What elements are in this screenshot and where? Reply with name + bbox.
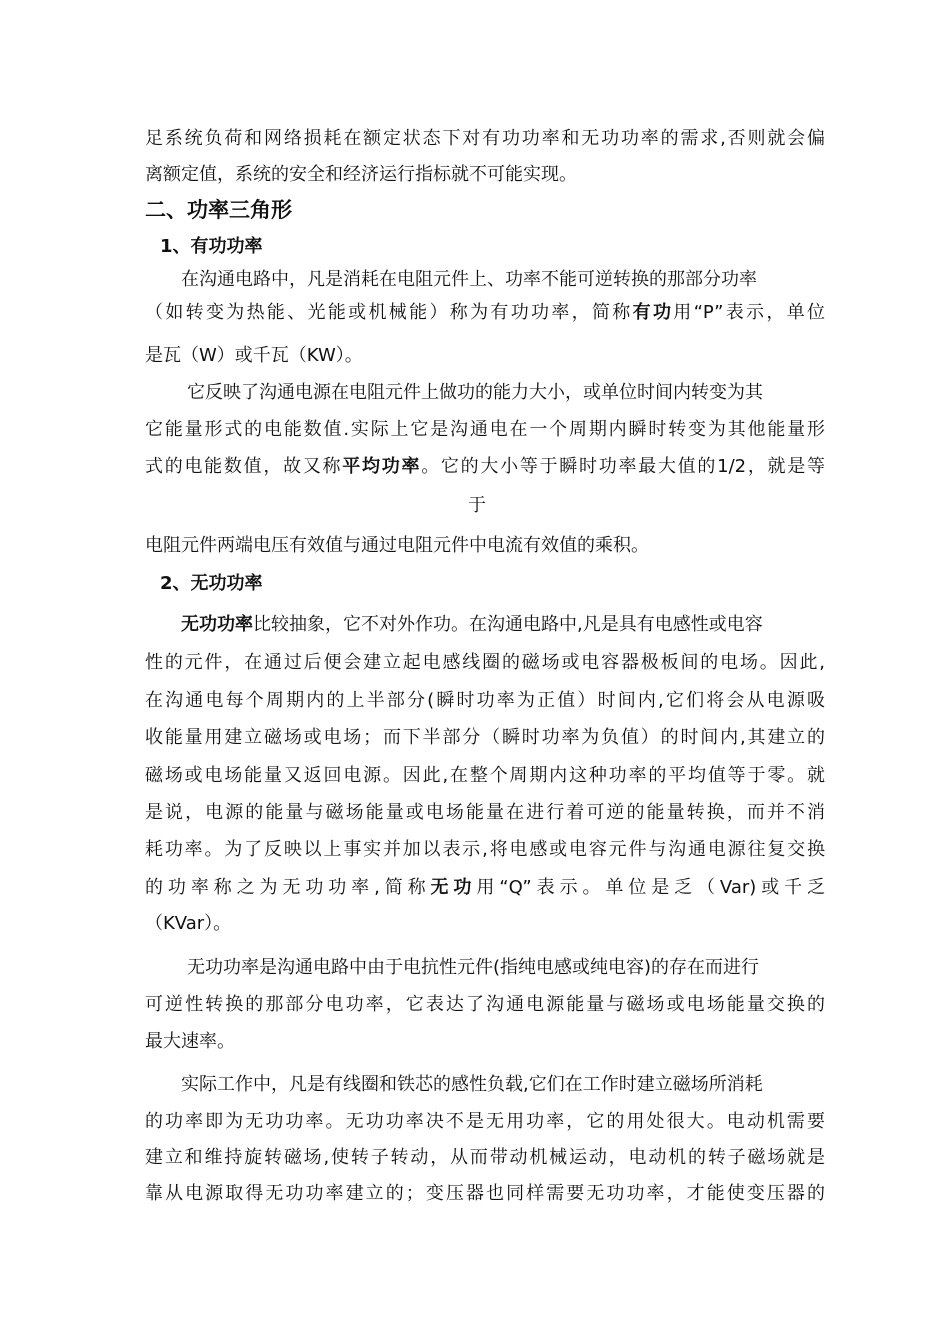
text-line: 于 xyxy=(468,495,486,516)
text-line: 电阻元件两端电压有效值与通过电阻元件中电流有效值的乘积。 xyxy=(145,535,649,556)
subsection-heading: 1、有功功率 xyxy=(160,236,263,257)
text-line: 建立和维持旋转磁场,使转子转动，从而带动机械运动，电动机的转子磁场就是 xyxy=(145,1147,825,1168)
text-line: 在沟通电每个周期内的上半部分(瞬时功率为正值）时间内,它们将会从电源吸 xyxy=(145,690,825,711)
text-line: （如转变为热能、光能或机械能）称为有功功率，简称有功用“P”表示，单位 xyxy=(145,302,826,323)
text-line: 性的元件，在通过后便会建立起电感线圈的磁场或电容器极板间的电场。因此, xyxy=(145,652,825,673)
text-line: 在沟通电路中，凡是消耗在电阻元件上、功率不能可逆转换的那部分功率 xyxy=(181,269,757,290)
text-line: 足系统负荷和网络损耗在额定状态下对有功功率和无功功率的需求,否则就会偏 xyxy=(145,128,825,149)
text-line: （KVar）。 xyxy=(145,913,232,934)
text-line: 可逆性转换的那部分电功率，它表达了沟通电源能量与磁场或电场能量交换的 xyxy=(145,994,825,1015)
text-line: 它反映了沟通电源在电阻元件上做功的能力大小，或单位时间内转变为其 xyxy=(187,382,763,403)
text-line: 无功功率是沟通电路中由于电抗性元件(指纯电感或纯电容)的存在而进行 xyxy=(187,957,760,978)
subsection-heading: 2、无功功率 xyxy=(160,573,263,594)
bold-term: 无功功率 xyxy=(181,614,253,635)
text-line: 式的电能数值，故又称平均功率。它的大小等于瞬时功率最大值的1/2，就是等 xyxy=(145,456,826,477)
bold-term: 有功 xyxy=(632,302,674,323)
text-line: 无功功率比较抽象，它不对外作功。在沟通电路中,凡是具有电感性或电容 xyxy=(181,614,763,635)
text-line: 它能量形式的电能数值.实际上它是沟通电在一个周期内瞬时转变为其他能量形 xyxy=(145,419,825,440)
text-line: 靠从电源取得无功功率建立的；变压器也同样需要无功功率，才能使变压器的 xyxy=(145,1183,825,1204)
text-line: 是说，电源的能量与磁场能量或电场能量在进行着可逆的能量转换，而并不消 xyxy=(145,802,825,823)
text-line: 的功率即为无功功率。无功功率决不是无用功率，它的用处很大。电动机需要 xyxy=(145,1111,825,1132)
text-line: 是瓦（W）或千瓦（KW）。 xyxy=(145,345,363,366)
text-line: 耗功率。为了反映以上事实并加以表示,将电感或电容元件与沟通电源往复交换 xyxy=(145,839,825,860)
bold-term: 平均功率 xyxy=(342,456,422,477)
bold-term: 无功 xyxy=(430,877,477,898)
text-line: 实际工作中，凡是有线圈和铁芯的感性负载,它们在工作时建立磁场所消耗 xyxy=(181,1074,763,1095)
section-heading: 二、功率三角形 xyxy=(145,198,292,222)
text-line: 最大速率。 xyxy=(145,1031,235,1052)
text-line: 离额定值，系统的安全和经济运行指标就不可能实现。 xyxy=(145,164,577,185)
text-line: 磁场或电场能量又返回电源。因此,在整个周期内这种功率的平均值等于零。就 xyxy=(145,765,825,786)
text-line: 的功率称之为无功功率,简称无功用“Q”表示。单位是乏（Var)或千乏 xyxy=(145,877,826,898)
text-line: 收能量用建立磁场或电场；而下半部分（瞬时功率为负值）的时间内,其建立的 xyxy=(145,727,825,748)
